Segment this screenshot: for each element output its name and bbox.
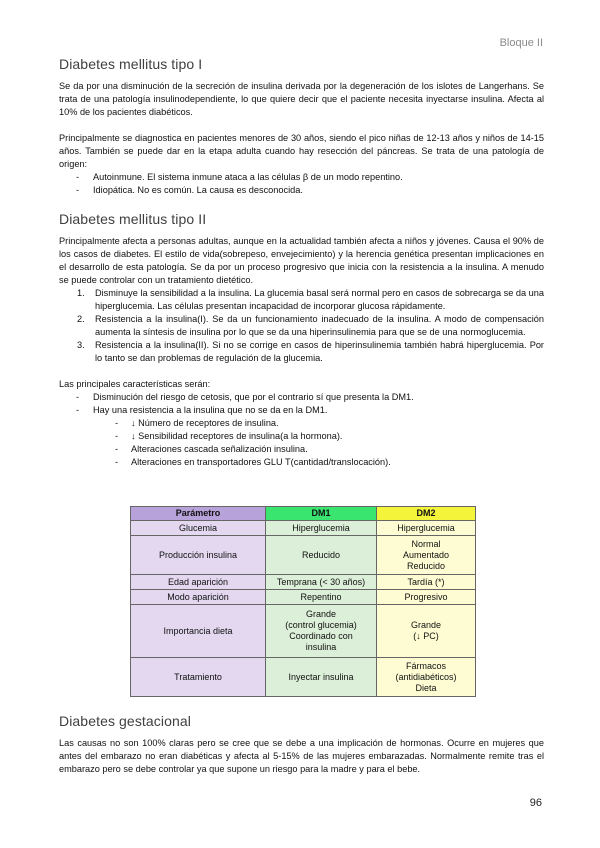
table-cell: Glucemia [131,521,266,536]
table-cell: Inyectar insulina [266,658,377,697]
section-title-dm1: Diabetes mellitus tipo I [59,56,203,72]
table-row [131,521,476,536]
table-cell: Grande (control glucemia) Coordinado con insulina [266,605,377,658]
paragraph: Las principales características serán: [59,379,211,389]
table-cell: Temprana (< 30 años) [266,575,377,590]
table-cell: Importancia dieta [131,605,266,658]
comparison-table [130,506,476,697]
numbered-list [59,287,544,365]
table-cell: Tardía (*) [377,575,476,590]
table-cell: Progresivo [377,590,476,605]
table-cell: Repentino [266,590,377,605]
table-cell: Reducido [266,536,377,575]
list-item: - ↓ Número de receptores de insulina. [59,417,544,430]
list-item: - Hay una resistencia a la insulina que no se da en la DM1. [59,404,544,417]
list-item: 3. Resistencia a la insulina(II). Si no se corrige en casos de hiperinsulinemia también habrá hiperglucemia. Por lo tanto se dan problemas de regulación de la glucemia. [77,340,544,363]
paragraph: Se da por una disminución de la secreción de insulina derivada por la degeneración de los islotes de Langerhans. Se trata de una patología insulinodependiente, lo que quiere decir que el paciente necesita inyectarse insulina. Afecta al 10% de los pacientes diabéticos. [59,81,544,117]
table-header: DM2 [377,507,476,521]
list-item: - Alteraciones en transportadores GLU T(cantidad/translocación). [59,456,544,469]
table-row [131,605,476,658]
table-cell: Grande (↓ PC) [377,605,476,658]
table-cell: Modo aparición [131,590,266,605]
table-cell: Hiperglucemia [377,521,476,536]
table-row [131,658,476,697]
table-header: DM1 [266,507,377,521]
table-cell: Edad aparición [131,575,266,590]
table-row [131,536,476,575]
table-cell: Tratamiento [131,658,266,697]
list-item: - ↓ Sensibilidad receptores de insulina(a la hormona). [59,430,544,443]
list-item: 2. Resistencia a la insulina(I). Se da un funcionamiento inadecuado de la insulina. A modo de compensación aumenta la síntesis de insulina por lo que se da una hiperinsulinemia para que se de una normoglucemia. [77,314,544,337]
list-item: - Idiopática. No es común. La causa es desconocida. [59,184,544,197]
main-content [59,56,544,469]
section-gestational [59,713,544,776]
features-list [59,391,544,417]
table-header-row [131,507,476,521]
table-row [131,575,476,590]
list-item: - Alteraciones cascada señalización insulina. [59,443,544,456]
page-number: 96 [529,797,542,809]
table-header: Parámetro [131,507,266,521]
list-item: - Disminución del riesgo de cetosis, que por el contrario sí que presenta la DM1. [59,391,544,404]
table-row [131,590,476,605]
paragraph: Principalmente afecta a personas adultas, aunque en la actualidad también afecta a niños y jóvenes. Causa el 90% de los casos de diabetes. El estilo de vida(sobrepeso, envejecimiento) y la herencia genética presentan implicaciones en el desarrollo de esta patología. Se da por un proceso progresivo que inicia con la resistencia a la insulina. A menudo se puede controlar con un tratamiento dietético. [59,236,544,285]
table-cell: Hiperglucemia [266,521,377,536]
running-header: Bloque II [499,37,543,49]
table-cell: Producción insulina [131,536,266,575]
paragraph: Las causas no son 100% claras pero se cree que se debe a una implicación de hormonas. Ocurre en mujeres que antes del embarazo no eran diabéticas y afecta al 5-15% de las mujeres embarazadas. Normalmente remite tras el embarazo pero se debe controlar ya que supone un riesgo para la madre y para el bebe. [59,738,544,774]
paragraph: Principalmente se diagnostica en pacientes menores de 30 años, siendo el pico niñas de 12-13 años y niños de 14-15 años. También se puede dar en la etapa adulta cuando hay resección del páncreas. Se trata de una patología de origen: [59,133,544,169]
list-item: 1. Disminuye la sensibilidad a la insulina. La glucemia basal será normal pero en casos de sobrecarga se da una hiperglucemia. Las células presentan incapacidad de incorporar glucosa rápidamente. [77,288,544,311]
table-cell: Fármacos (antidiabéticos) Dieta [377,658,476,697]
origin-list [59,171,544,197]
section-title-dm2: Diabetes mellitus tipo II [59,211,207,227]
table-cell: Normal Aumentado Reducido [377,536,476,575]
list-item: - Autoinmune. El sistema inmune ataca a las células β de un modo repentino. [59,171,544,184]
subfeatures-list [59,417,544,469]
section-title-gestational: Diabetes gestacional [59,713,191,729]
